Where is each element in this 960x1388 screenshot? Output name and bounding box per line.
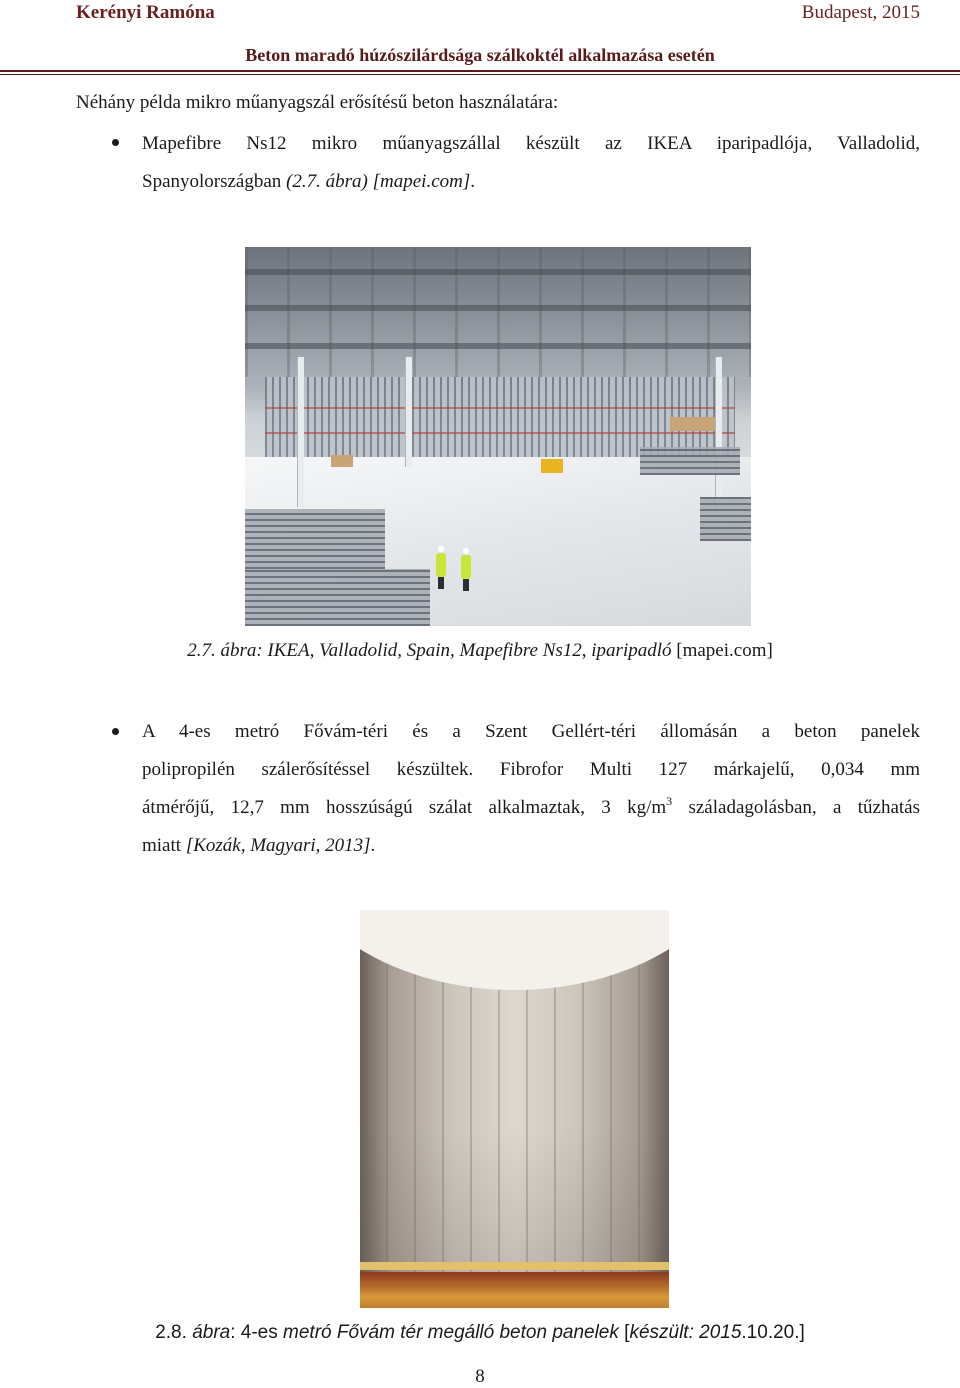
bullet-text: .: [470, 171, 475, 192]
page-number: 8: [475, 1366, 485, 1387]
bullet-line: [142, 163, 920, 201]
rack-parts-stack: [640, 447, 740, 475]
bullet-item-ikea: [142, 125, 920, 201]
bullet-item-metro: [142, 713, 920, 865]
caption-text: 2.7. ábra: IKEA, Valladolid, Spain, Mapefibre Ns12, iparipadló: [187, 640, 677, 661]
rack-parts-stack: [700, 497, 751, 541]
vault-shading: [360, 910, 669, 1308]
bullet-text: száladagolásban, a tűzhatás: [672, 797, 920, 818]
caption-source: [mapei.com]: [676, 640, 773, 661]
rack-beam: [265, 407, 735, 409]
pillar: [715, 357, 722, 517]
rack-parts-stack: [245, 509, 385, 569]
bullet-icon: [112, 139, 119, 146]
ceiling-beam: [245, 269, 751, 275]
ceiling-beam: [245, 343, 751, 349]
caption-text: 2.8.: [155, 1322, 193, 1343]
bullet-icon: [112, 728, 119, 735]
caption-text: készült: 2015: [629, 1322, 742, 1343]
header-author: Kerényi Ramóna: [76, 2, 215, 23]
rack-beam: [265, 432, 735, 434]
caption-text: ábra: [192, 1322, 231, 1343]
header-rule: [0, 70, 960, 72]
bullet-line: [142, 827, 920, 865]
caption-text: : 4-es: [230, 1322, 284, 1343]
bullet-text: miatt: [142, 835, 186, 856]
bullet-line: Mapefibre Ns12 mikro műanyagszállal készült az IKEA iparipadlója, Valladolid,: [142, 133, 920, 154]
citation: [Kozák, Magyari, 2013]: [185, 835, 371, 856]
header-place-year: Budapest, 2015: [801, 2, 920, 23]
rack-parts-stack: [245, 569, 430, 626]
pillar: [297, 357, 304, 507]
figure-caption: [0, 640, 960, 662]
figure-caption: [0, 1322, 960, 1344]
figure-reference: (2.7. ábra) [mapei.com]: [286, 171, 471, 192]
pillar: [405, 357, 412, 467]
crate: [331, 455, 353, 467]
warehouse-photo: [245, 247, 751, 626]
bullet-line: A 4-es metró Fővám-téri és a Szent Gellért-téri állomásán a beton panelek: [142, 721, 920, 742]
worker-figure: [436, 553, 446, 577]
ceiling-beam: [245, 305, 751, 311]
light-strip: [360, 1262, 669, 1270]
intro-paragraph: Néhány példa mikro műanyagszál erősítésű beton használatára:: [76, 92, 559, 113]
bullet-line: polipropilén szálerősítéssel készültek. Fibrofor Multi 127 márkajelű, 0,034 mm: [142, 759, 920, 780]
bullet-line: [142, 789, 920, 827]
caption-text: [: [618, 1322, 630, 1343]
scissor-lift: [541, 459, 563, 473]
ceiling: [245, 247, 751, 377]
crate: [670, 417, 715, 431]
bullet-text: átmérőjű, 12,7 mm hosszúságú szálat alkalmaztak, 3 kg/m: [142, 797, 667, 818]
header-title: Beton maradó húzószilárdsága szálkoktél alkalmazása esetén: [245, 45, 715, 65]
lit-panel-band: [360, 1272, 669, 1308]
caption-text: metró Fővám tér megálló beton panelek: [283, 1322, 619, 1343]
caption-text: .10.20.]: [741, 1322, 805, 1343]
metro-station-photo: [360, 910, 669, 1308]
worker-figure: [461, 555, 471, 579]
bullet-text: .: [370, 835, 376, 856]
storage-racks: [265, 377, 735, 457]
bullet-text: Spanyolországban: [142, 171, 287, 192]
header-rule-thin: [0, 74, 960, 75]
superscript: 3: [666, 794, 673, 808]
